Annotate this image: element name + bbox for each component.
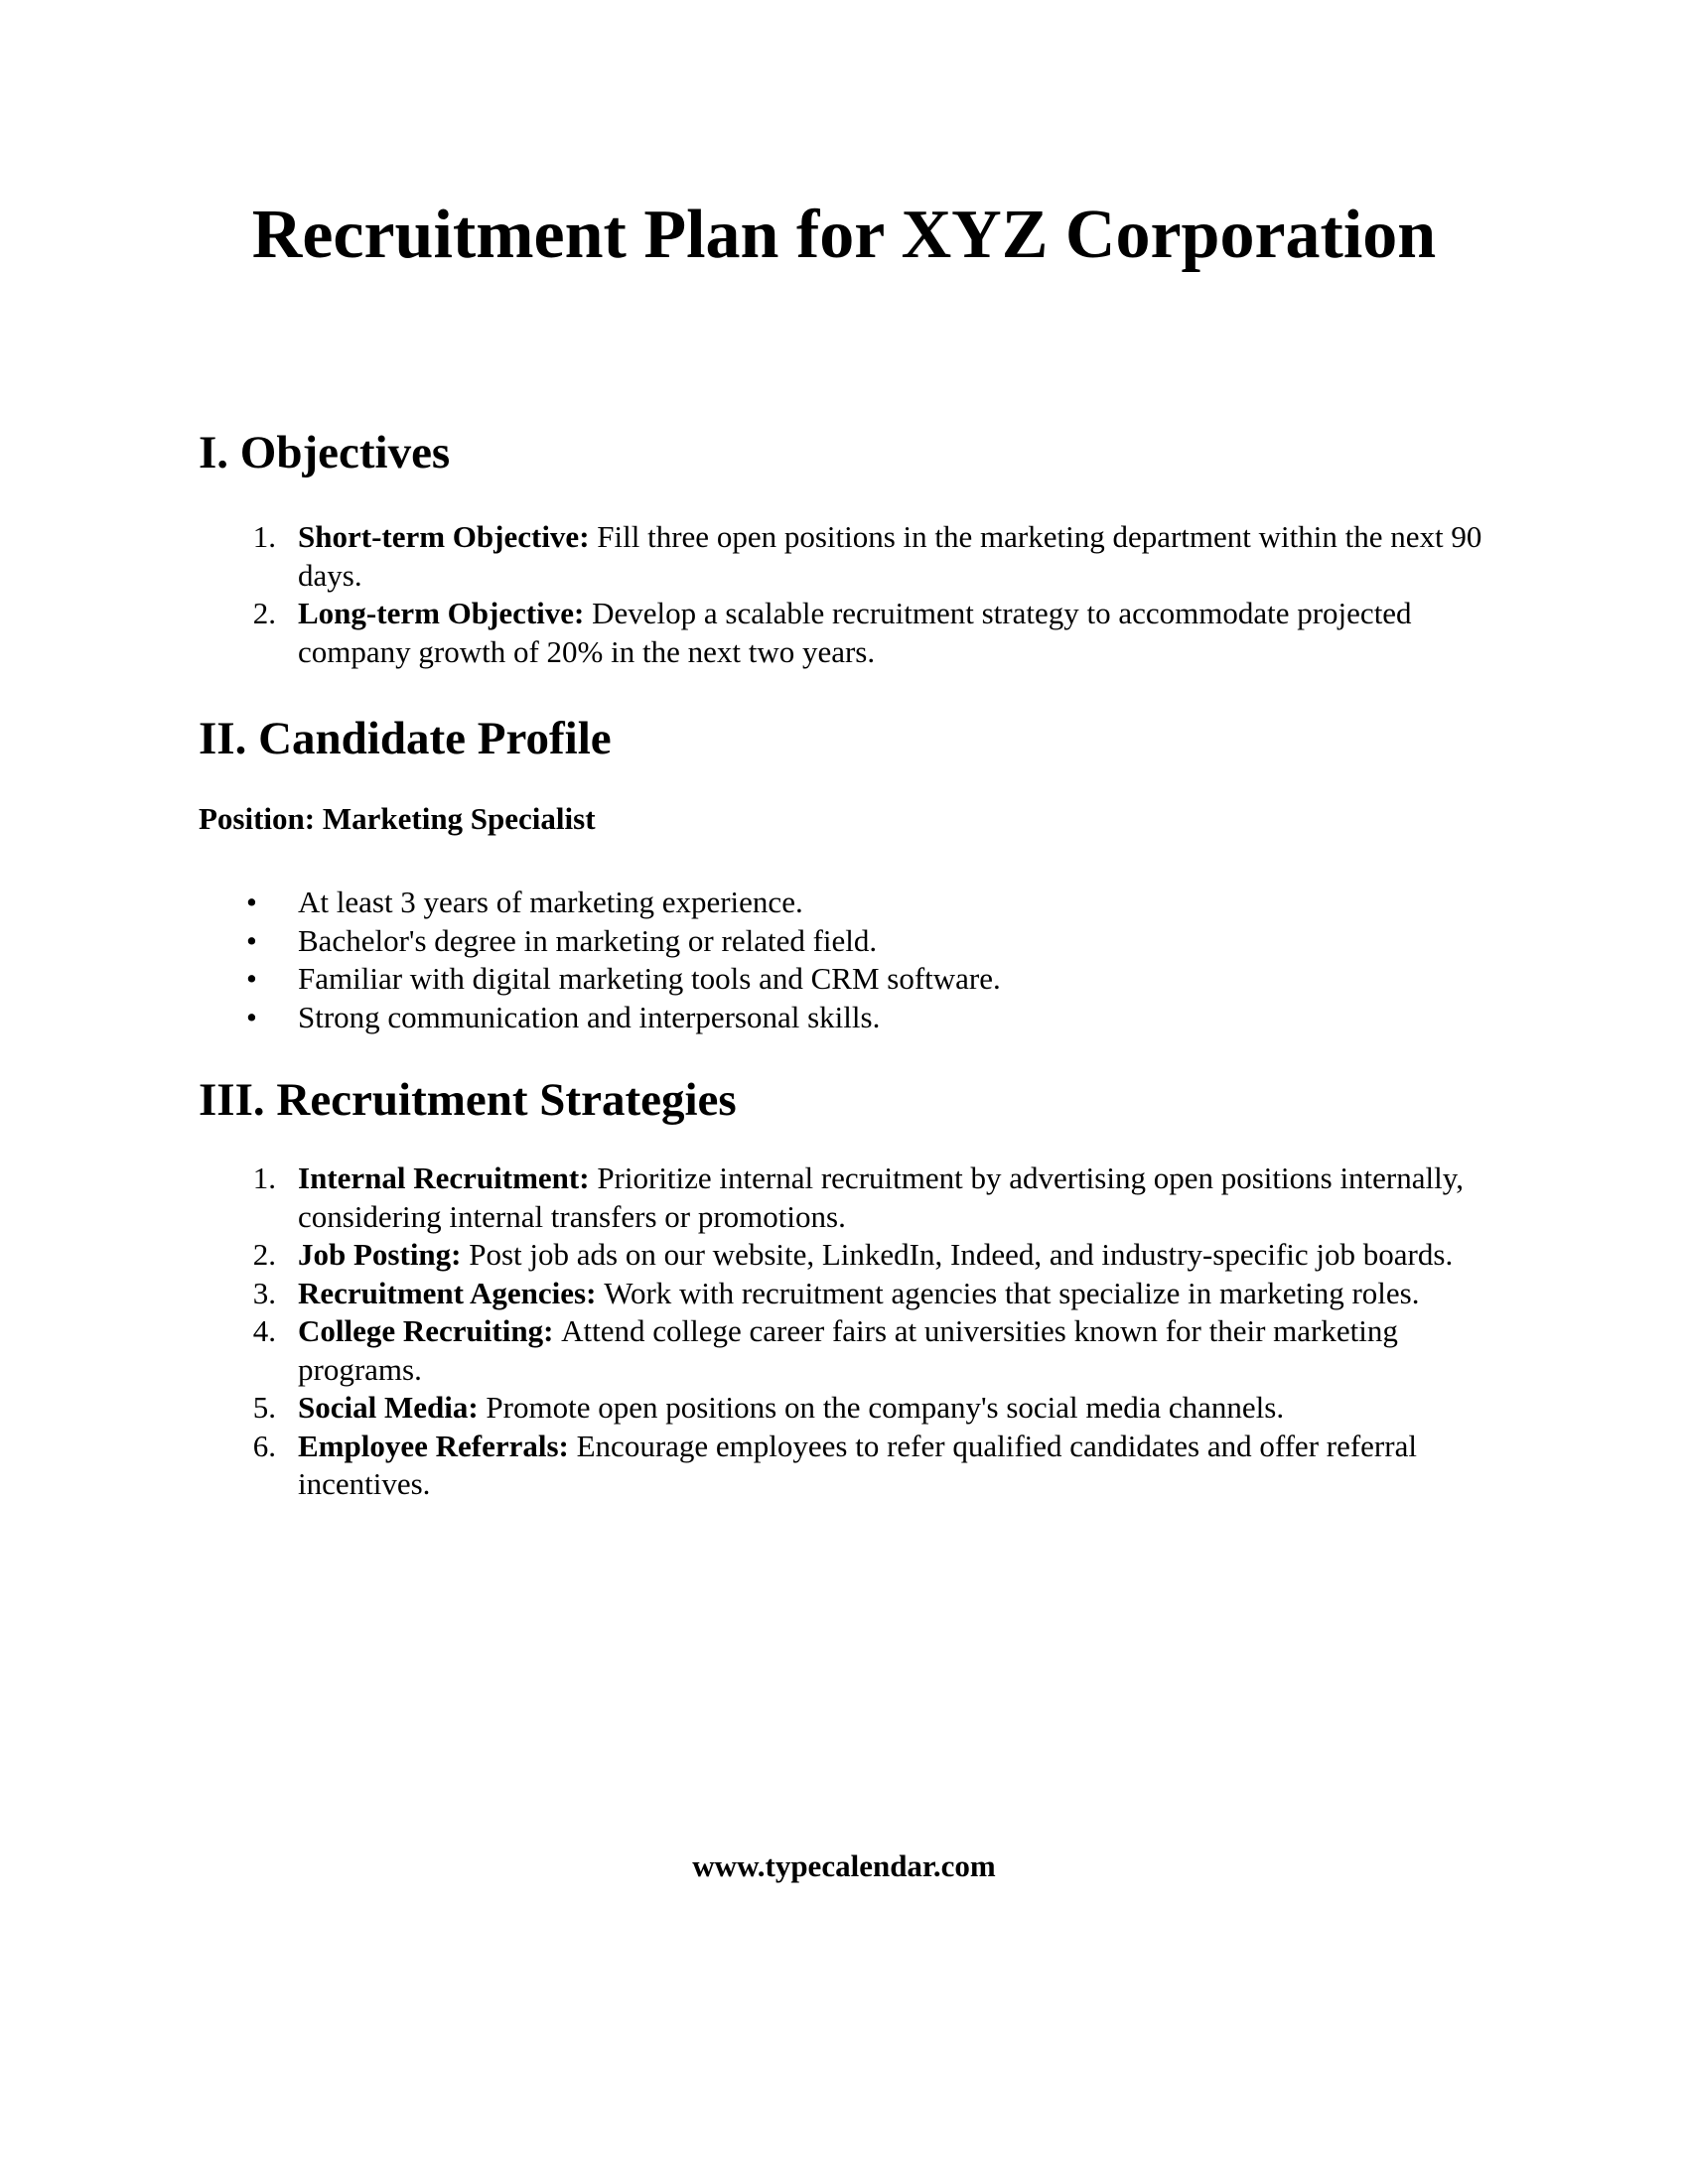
strategy-item — [199, 1389, 1489, 1428]
strategy-text: Work with recruitment agencies that specialize in marketing roles. — [604, 1275, 1420, 1310]
list-number: 6. — [252, 1428, 276, 1463]
strategy-label: Internal Recruitment: — [298, 1160, 598, 1195]
objective-text: Fill three open positions in the marketing department within the next 90 days. — [298, 519, 1482, 593]
objectives-list — [199, 518, 1489, 671]
strategy-item — [199, 1160, 1489, 1236]
strategy-label: College Recruiting: — [298, 1313, 562, 1348]
requirements-list — [199, 884, 1489, 1036]
objective-item — [199, 595, 1489, 671]
bullet-icon: • — [246, 961, 257, 996]
objective-text: Develop a scalable recruitment strategy to accommodate projected company growth of 20% in the next two years. — [298, 596, 1412, 669]
list-number: 2. — [252, 596, 276, 630]
strategy-text: Post job ads on our website, LinkedIn, Indeed, and industry-specific job boards. — [469, 1237, 1454, 1272]
list-item — [199, 960, 1489, 999]
objective-label: Long-term Objective: — [298, 596, 593, 630]
strategy-item — [199, 1312, 1489, 1389]
candidate-profile-heading: II. Candidate Profile — [199, 713, 612, 764]
list-item — [199, 884, 1489, 922]
strategy-item — [199, 1275, 1489, 1313]
objective-item — [199, 518, 1489, 595]
requirement-text: At least 3 years of marketing experience. — [298, 885, 803, 919]
requirement-text: Strong communication and interpersonal skills. — [298, 999, 881, 1034]
strategy-text: Prioritize internal recruitment by advertising open positions internally, considering internal transfers or promotions. — [298, 1160, 1464, 1234]
objectives-heading: I. Objectives — [199, 427, 451, 478]
bullet-icon: • — [246, 885, 257, 919]
list-item — [199, 922, 1489, 961]
list-number: 4. — [252, 1313, 276, 1348]
footer-url: www.typecalendar.com — [692, 1848, 996, 1883]
strategy-item — [199, 1236, 1489, 1275]
objective-label: Short-term Objective: — [298, 519, 598, 554]
strategy-label: Recruitment Agencies: — [298, 1275, 605, 1310]
strategy-label: Employee Referrals: — [298, 1428, 577, 1463]
strategies-list — [199, 1160, 1489, 1504]
strategy-text: Encourage employees to refer qualified candidates and offer referral incentives. — [298, 1428, 1417, 1501]
strategy-text: Promote open positions on the company's social media channels. — [486, 1390, 1285, 1425]
list-number: 3. — [252, 1275, 276, 1310]
strategy-label: Job Posting: — [298, 1237, 470, 1272]
list-number: 1. — [252, 1160, 276, 1195]
page-title: Recruitment Plan for XYZ Corporation — [251, 197, 1437, 273]
list-number: 5. — [252, 1390, 276, 1425]
list-number: 1. — [252, 519, 276, 554]
strategy-item — [199, 1428, 1489, 1504]
requirement-text: Bachelor's degree in marketing or related field. — [298, 922, 878, 958]
strategy-label: Social Media: — [298, 1390, 487, 1425]
strategy-text: Attend college career fairs at universities known for their marketing programs. — [298, 1313, 1398, 1387]
list-item — [199, 999, 1489, 1037]
bullet-icon: • — [246, 922, 257, 958]
list-number: 2. — [252, 1237, 276, 1272]
requirement-text: Familiar with digital marketing tools and CRM software. — [298, 961, 1001, 996]
bullet-icon: • — [246, 999, 257, 1034]
strategies-heading: III. Recruitment Strategies — [199, 1074, 737, 1126]
position-title: Position: Marketing Specialist — [199, 801, 596, 836]
